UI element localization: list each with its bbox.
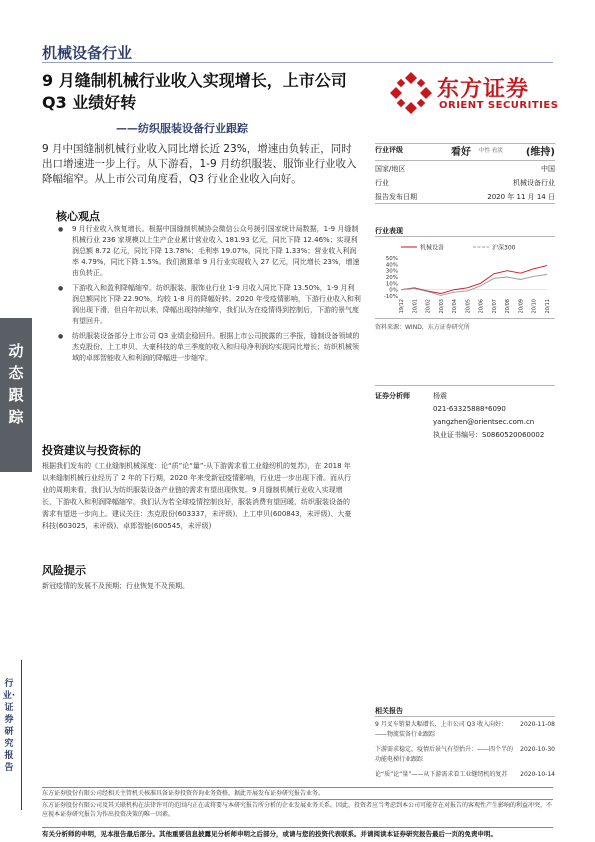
rating-value: 看好: [451, 147, 471, 158]
performance-heading: 行业表现: [375, 227, 403, 235]
y-tick-label: 40%: [385, 262, 398, 269]
footer-disclaimer: 有关分析师的申明，见本报告最后部分。其他重要信息披露见分析师申明之后部分，或请与您的投资代表联系。并请阅读本证券研究报告最后一页的免责申明。: [42, 830, 497, 838]
analyst-license: 执业证书编号：S0860520060002: [433, 431, 545, 439]
analyst-block: [375, 390, 544, 442]
series-line: [401, 275, 547, 296]
report-subtitle: ——纺织服装设备行业跟踪: [116, 122, 248, 135]
country-row: [375, 162, 555, 176]
series-line: [401, 266, 547, 294]
chart-y-axis: [384, 256, 547, 300]
performance-chart: [375, 240, 555, 320]
release-date-row: [375, 190, 555, 204]
x-tick-label: 20/03: [438, 299, 445, 314]
risk-heading: 风险提示: [42, 564, 86, 577]
chart-x-axis: [399, 299, 551, 313]
rating-maintain: (维持): [525, 147, 555, 158]
investment-heading: 投资建议与投资标的: [42, 444, 141, 457]
chart-bottom-rule: [375, 318, 555, 319]
release-date-label: 报告发布日期: [375, 193, 417, 201]
x-tick-label: 20/06: [478, 299, 485, 314]
x-tick-label: 20/09: [518, 299, 525, 314]
y-tick-label: 30%: [385, 268, 398, 275]
analyst-label: 证券分析师: [375, 392, 410, 400]
related-heading: 相关报告: [375, 707, 403, 715]
rating-alternatives: 中性 看淡: [479, 148, 503, 154]
core-views-heading: 核心观点: [56, 210, 100, 223]
investment-paragraph: 根据我们发布的《工业缝制机械深度：论“质”论“量”-从下游需求看工业缝纫机的复苏》，在 2018 年以来缝制机械行业经历了 2 年的下行期，2020 年来受新冠疫情影响，行业进一步出现下滑。而从行业的周期来看，我们认为纺织服装设备产业链的需求有望出现恢复。9 月缝制机械行业收入实现增长，下游收入和利润降幅缩窄。我们认为若全球疫情控制良好，服装消费有望回暖，纺织服装设备的需求有望进一步向上。建议关注：杰克股份(603337，未评级)、上工申贝(600843，未评级)、大豪科技(603025，未评级)、卓郎智能(600545，未评级): [42, 462, 352, 530]
x-tick-label: 20/04: [452, 299, 459, 314]
x-tick-label: 20/05: [465, 299, 472, 314]
legend-label: 机械设备: [420, 244, 445, 252]
y-tick-label: 0%: [389, 287, 398, 294]
y-tick-label: 20%: [385, 275, 398, 281]
core-view-bullet: ● 9 月行业收入恢复增长。根据中国缝制机械协会微信公众号援引国家统计局数据，1-9 月缝制机械行业 236 家规模以上生产企业累计营业收入 181.93 亿元，同比下降 12.46%；实现利润总额 8.72 亿元，同比下降 13.78%；毛利率 19.07%，同比下降 1.33%；营业收入利润率 4.79%，同比下降 1.5%。我们测算单 9 月行业实现收入 27 亿元，同比增长 23%，增速由负转正。: [56, 224, 361, 279]
x-tick-label: 19/12: [399, 299, 405, 314]
related-rule: [375, 716, 555, 717]
x-tick-label: 20/10: [531, 299, 538, 314]
x-tick-label: 20/07: [491, 299, 498, 314]
industry-tag: 机械设备行业: [42, 44, 133, 62]
core-views-list: [56, 224, 361, 368]
rating-label: 行业评级: [375, 146, 403, 154]
analyst-top-rule: [375, 385, 555, 386]
related-item-title: 9 月叉车销量大幅增长，上市公司 Q3 收入向好：——物流装备行业跟踪: [375, 721, 508, 738]
related-item-date: 2020-10-30: [520, 746, 555, 753]
performance-rule: [375, 236, 555, 237]
core-view-bullet: ● 下游收入和盈利降幅缩窄。纺织服装、服饰业行业 1-9 月收入同比下降 13.50%，1-9 月利润总额同比下降 22.90%，均较 1-8 月的降幅好转。2020 年受疫情影响，下游行业收入和利润出现下滑，但自年初以来，降幅出现持续缩窄，我们认为在疫情得到控制后，下游的景气度有望回升。: [56, 283, 361, 327]
side-divider: [21, 660, 22, 810]
y-tick-label: 50%: [385, 256, 398, 262]
x-tick-label: 20/01: [412, 299, 419, 314]
industry-value: 机械设备行业: [513, 179, 555, 187]
header-divider: [42, 62, 553, 63]
footer-line-2: 东方证券股份有限公司及其关联机构在法律许可的范围内正在或将要与本研究报告所分析的企业发展业务关系。因此，投资者应当考虑到本公司可能存在对报告的客观性产生影响的利益冲突，不应视本证券研究报告为作出投资决策的唯一因素。: [42, 802, 553, 818]
footer-top-rule: [42, 787, 553, 788]
footer-bottom-rule: [42, 827, 553, 828]
x-tick-label: 20/02: [425, 299, 432, 314]
report-title: 9 月缝制机械行业收入实现增长，上市公司 Q3 业绩好转: [42, 71, 347, 112]
side-tab-text: 动态跟踪: [8, 342, 24, 426]
side-tab: [0, 318, 32, 472]
summary-paragraph: 9 月中国缝制机械行业收入同比增长近 23%，增速由负转正，同时出口增速进一步上行。从下游看，1-9 月纺织服装、服饰业行业收入降幅缩窄。从上市公司角度看，Q3 行业企业收入向好。: [42, 143, 357, 185]
related-item[interactable]: [375, 745, 555, 765]
rating-table-bottom-rule: [375, 203, 555, 204]
rating-table: [375, 143, 555, 203]
x-tick-label: 20/11: [545, 299, 551, 314]
country-value: 中国: [541, 165, 555, 173]
chart-series: [401, 266, 547, 296]
related-item-title: 论“质”论“量”——从下游需求看工业缝纫机的复苏: [375, 771, 508, 778]
footer-line-1: 东方证券股份有限公司经相关主管机关核准具备证券投资咨询业务资格，据此开展发布证券研究报告业务。: [42, 790, 325, 797]
y-tick-label: 10%: [385, 281, 398, 288]
industry-row: [375, 176, 555, 190]
chart-legend: [401, 244, 516, 252]
rating-row: [375, 143, 555, 157]
chart-source: 资料来源：WIND，东方证券研究所: [375, 324, 470, 331]
x-tick-label: 20/08: [505, 299, 512, 314]
related-item[interactable]: [375, 770, 555, 780]
core-view-bullet: ● 纺织服装设备部分上市公司 Q3 业绩企稳回升。根据上市公司披露的三季报，缝制设备领域的杰克股份、上工申贝、大豪科技的单三季度的收入和归母净利润均实现同比增长；纺织机械领域的卓郎智能收入和利润的降幅进一步缩窄。: [56, 331, 361, 364]
side-report-label: 行业·证券研究报告: [2, 679, 16, 773]
country-label: 国家/地区: [375, 165, 406, 173]
rating-table-rule: [375, 160, 555, 161]
related-item-date: 2020-11-08: [520, 721, 555, 728]
footer-middle-rule: [42, 799, 553, 800]
analyst-phone: 021-63325888*6090: [433, 405, 506, 413]
risk-paragraph: 新冠疫情的发展不及预期；行业恢复不及预期。: [42, 582, 189, 590]
related-item-title: 下游需求稳定，疫情后景气有望抬升：——四个半的功能电梯行业跟踪: [375, 746, 514, 763]
logo-english-name: ORIENT SECURITIES: [439, 100, 559, 111]
legend-label: 沪深300: [492, 244, 516, 252]
related-item-date: 2020-10-14: [520, 771, 555, 778]
analyst-name: 杨震: [433, 392, 447, 400]
release-date-value: 2020 年 11 月 14 日: [487, 193, 555, 201]
industry-label: 行业: [375, 179, 389, 187]
y-tick-label: -10%: [383, 294, 398, 300]
logo-chinese-name: 东方证券: [437, 77, 530, 102]
orient-logo-icon: [388, 70, 434, 116]
related-item[interactable]: [375, 720, 555, 740]
analyst-email[interactable]: yangzhen@orientsec.com.cn: [433, 418, 535, 426]
